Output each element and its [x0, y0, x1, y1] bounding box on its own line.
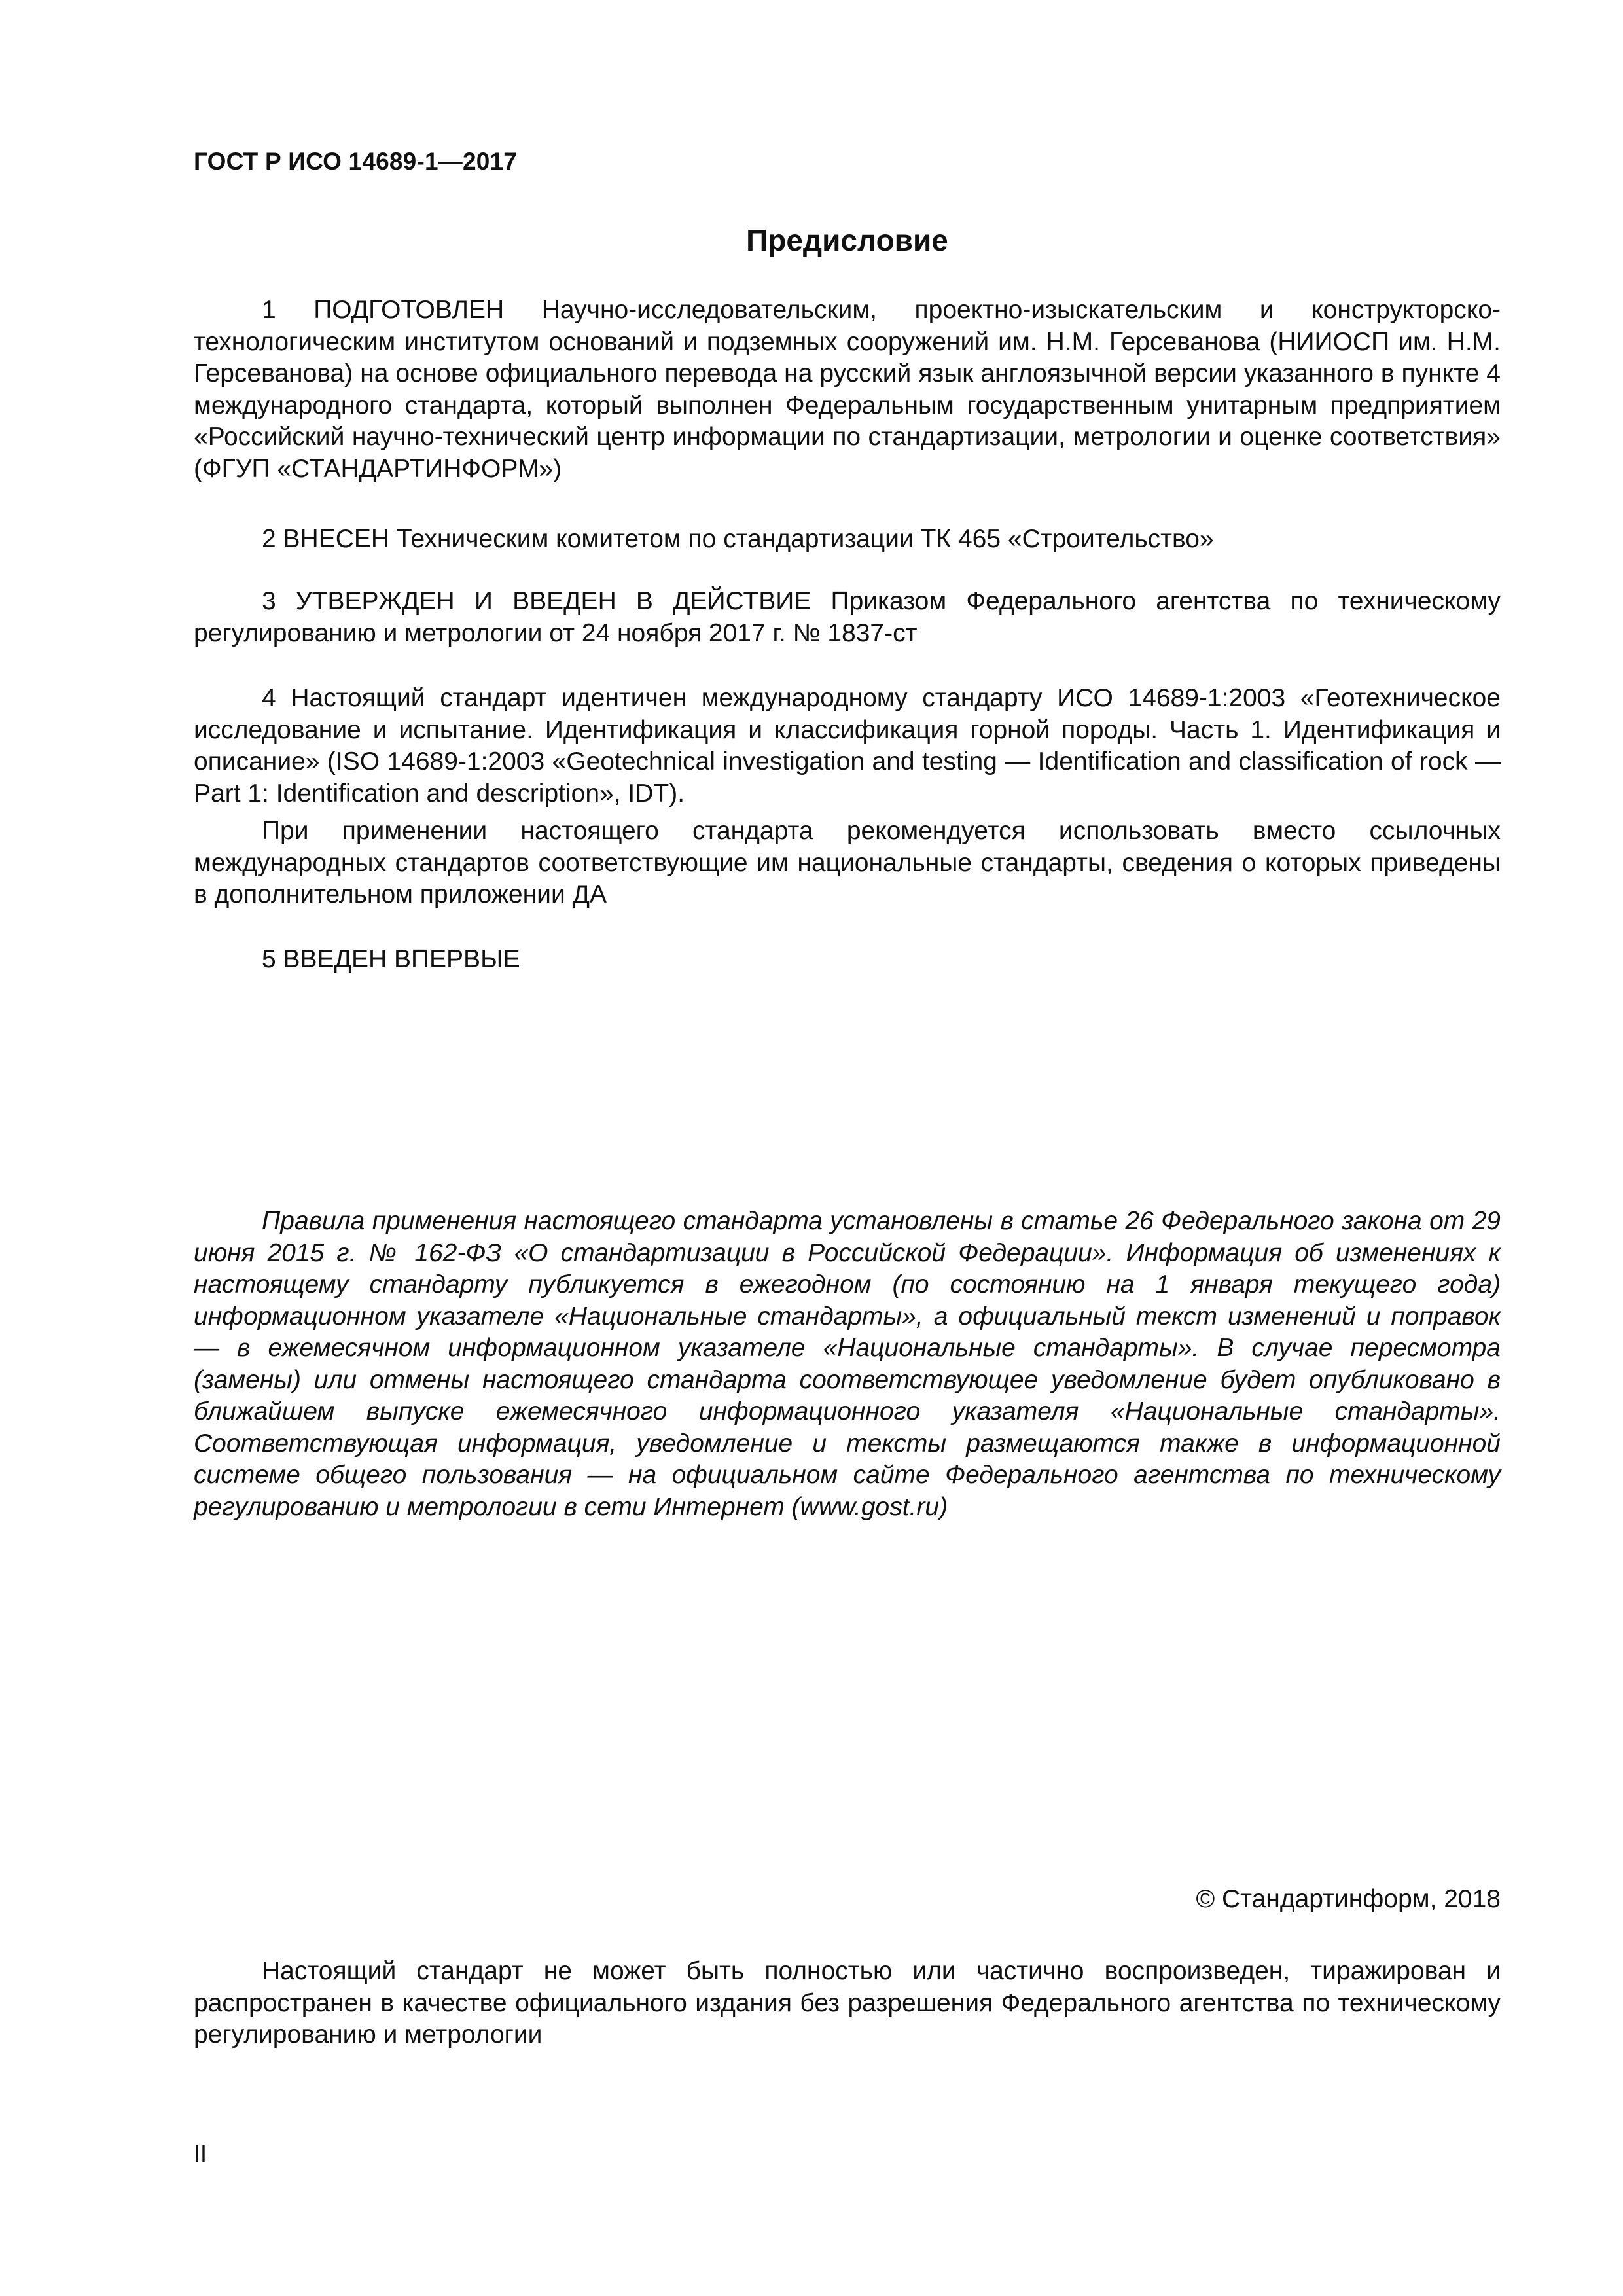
copyright-line: © Стандартинформ, 2018	[1196, 1885, 1501, 1913]
standard-designation-header: ГОСТ Р ИСО 14689-1—2017	[194, 148, 518, 175]
foreword-item-5: 5 ВВЕДЕН ВПЕРВЫЕ	[262, 945, 520, 973]
foreword-item-4: 4 Настоящий стандарт идентичен международному стандарту ИСО 14689-1:2003 «Геотехническое исследование и испытание. Идентификация и классификация горной породы. Часть 1. Идентификация и описание» (ISO 14689-1:2003 «Geotechnical investigation and testing — Identification and classification of rock — Part 1: Identification and description», IDT).	[194, 684, 1501, 808]
foreword-item-1: 1 ПОДГОТОВЛЕН Научно-исследовательским, проектно-изыскательским и конструкторско-технологическим институтом оснований и подземных сооружений им. Н.М. Герсеванова (НИИОСП им. Н.М. Герсеванова) на основе официального перевода на русский язык англоязычной версии указанного в пункте 4 международного стандарта, который выполнен Федеральным государственным унитарным предприятием «Российский научно-технический центр информации по стандартизации, метрологии и оценке соответствия» (ФГУП «СТАНДАРТИНФОРМ»)	[194, 296, 1501, 483]
reproduction-notice: Настоящий стандарт не может быть полностью или частично воспроизведен, тиражирован и распространен в качестве официального издания без разрешения Федерального агентства по техническому регулированию и метрологии	[194, 1957, 1501, 2049]
foreword-item-4-note: При применении настоящего стандарта рекомендуется использовать вместо ссылочных международных стандартов соответствующие им национальные стандарты, сведения о которых приведены в дополнительном приложении ДА	[194, 817, 1501, 908]
foreword-item-3: 3 УТВЕРЖДЕН И ВВЕДЕН В ДЕЙСТВИЕ Приказом Федерального агентства по техническому регулированию и метрологии от 24 ноября 2017 г. № 1837-ст	[194, 587, 1501, 647]
page-number: II	[194, 2140, 207, 2167]
foreword-item-2: 2 ВНЕСЕН Техническим комитетом по стандартизации ТК 465 «Строительство»	[262, 525, 1214, 553]
page-title: Предисловие	[746, 223, 948, 257]
rules-of-application-note: Правила применения настоящего стандарта установлены в статье 26 Федерального закона от 29 июня 2015 г. № 162-ФЗ «О стандартизации в Российской Федерации». Информация об изменениях к настоящему стандарту публикуется в ежегодном (по состоянию на 1 января текущего года) информационном указателе «Национальные стандарты», а официальный текст изменений и поправок — в ежемесячном информационном указателе «Национальные стандарты». В случае пересмотра (замены) или отмены настоящего стандарта соответствующее уведомление будет опубликовано в ближайшем выпуске ежемесячного информационного указателя «Национальные стандарты». Соответствующая информация, уведомление и тексты размещаются также в информационной системе общего пользования — на официальном сайте Федерального агентства по техническому регулированию и метрологии в сети Интернет (www.gost.ru)	[194, 1207, 1501, 1521]
